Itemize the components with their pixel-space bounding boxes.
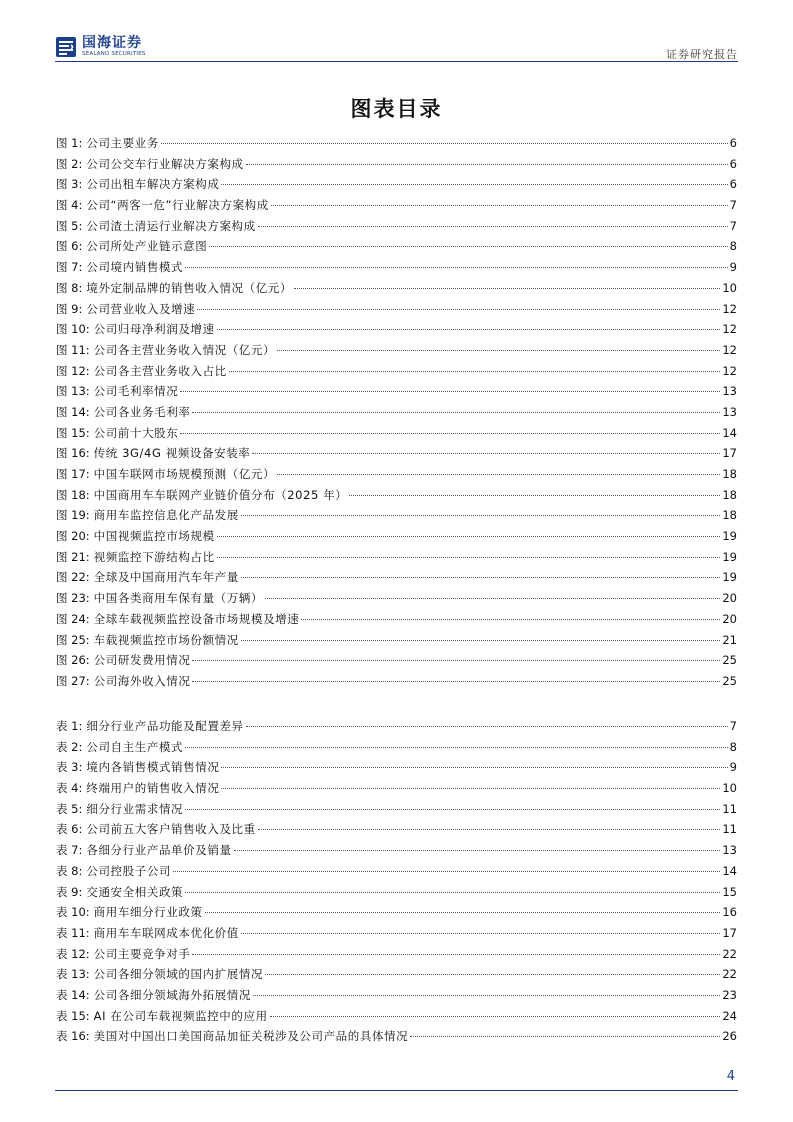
toc-entry-title: 公司主要业务	[86, 136, 159, 150]
figure-toc-entry[interactable]	[56, 340, 737, 361]
toc-entry-page: 8	[729, 239, 737, 254]
figure-toc-entry[interactable]	[56, 567, 737, 588]
toc-dot-leader	[197, 309, 720, 310]
toc-entry-label: 图 24:	[56, 611, 90, 626]
toc-entry-page: 6	[729, 136, 737, 150]
toc-entry-page: 19	[722, 549, 737, 564]
toc-dot-leader	[192, 412, 720, 413]
toc-entry-label: 表 15:	[56, 1008, 90, 1023]
table-toc-entry[interactable]	[56, 716, 737, 737]
toc-dot-leader	[301, 619, 720, 620]
toc-entry-title: 中国视频监控市场规模	[93, 529, 215, 544]
toc-entry-title: 公司各细分领域海外拓展情况	[93, 987, 251, 1002]
toc-entry-page: 24	[722, 1008, 737, 1023]
toc-entry-page: 18	[722, 487, 737, 502]
toc-dot-leader	[410, 1036, 720, 1037]
toc-entry-label: 图 11:	[56, 342, 90, 357]
toc-dot-leader	[270, 1016, 721, 1017]
toc-entry-label: 图 18:	[56, 487, 90, 502]
toc-dot-leader	[205, 912, 721, 913]
toc-entry-page: 10	[722, 781, 737, 796]
toc-entry-title: 中国商用车车联网产业链价值分布（2025 年）	[93, 487, 348, 502]
toc-dot-leader	[294, 288, 720, 289]
toc-entry-page: 21	[722, 632, 737, 647]
figure-toc-entry[interactable]	[56, 443, 737, 464]
toc-dot-leader	[173, 871, 720, 872]
table-toc-entry[interactable]	[56, 757, 737, 778]
table-toc-entry[interactable]	[56, 882, 737, 903]
toc-entry-title: 各细分行业产品单价及销量	[86, 843, 232, 858]
toc-entry-title: AI 在公司车载视频监控中的应用	[93, 1008, 268, 1023]
sealand-logo-icon	[55, 36, 77, 58]
toc-dot-leader	[217, 557, 721, 558]
figure-toc-entry[interactable]	[56, 505, 737, 526]
toc-entry-title: 公司各主营业务收入情况（亿元）	[93, 342, 276, 357]
toc-entry-label: 表 8:	[56, 863, 83, 878]
toc-entry-label: 图 12:	[56, 363, 90, 378]
table-toc-entry[interactable]	[56, 819, 737, 840]
figure-toc-entry[interactable]	[56, 547, 737, 568]
toc-entry-label: 表 12:	[56, 946, 90, 961]
toc-dot-leader	[258, 226, 728, 227]
toc-entry-page: 8	[729, 739, 737, 754]
toc-entry-label: 表 14:	[56, 987, 90, 1002]
table-toc-entry[interactable]	[56, 737, 737, 758]
figure-toc-entry[interactable]	[56, 174, 737, 195]
toc-dot-leader	[185, 747, 728, 748]
table-toc-entry[interactable]	[56, 861, 737, 882]
toc-entry-title: 中国各类商用车保有量（万辆）	[93, 591, 264, 606]
toc-entry-title: 境外定制品牌的销售收入情况（亿元）	[86, 280, 293, 295]
toc-dot-leader	[161, 143, 728, 144]
figure-toc-entry[interactable]	[56, 588, 737, 609]
toc-entry-page: 12	[722, 342, 737, 357]
toc-dot-leader	[221, 184, 727, 185]
toc-entry-page: 12	[722, 301, 737, 316]
toc-entry-title: 公司公交车行业解决方案构成	[86, 156, 244, 171]
toc-dot-leader	[271, 205, 728, 206]
toc-entry-label: 图 14:	[56, 404, 90, 419]
toc-entry-page: 25	[722, 653, 737, 668]
toc-dot-leader	[192, 660, 720, 661]
toc-entry-label: 表 13:	[56, 967, 90, 982]
toc-entry-title: 公司营业收入及增速	[86, 301, 196, 316]
toc-entry-label: 表 3:	[56, 760, 83, 775]
table-toc-entry[interactable]	[56, 1026, 737, 1047]
figure-toc-entry[interactable]	[56, 609, 737, 630]
toc-dot-leader	[246, 726, 728, 727]
toc-dot-leader	[349, 495, 720, 496]
toc-entry-title: 细分行业产品功能及配置差异	[86, 719, 244, 733]
toc-entry-title: 中国车联网市场规模预测（亿元）	[93, 467, 276, 481]
toc-entry-page: 13	[722, 384, 737, 399]
toc-entry-title: 公司所处产业链示意图	[86, 239, 208, 254]
toc-entry-label: 表 2:	[56, 739, 83, 754]
toc-entry-title: 公司渣土清运行业解决方案构成	[86, 218, 256, 233]
toc-dot-leader	[229, 371, 721, 372]
toc-entry-page: 18	[722, 467, 737, 481]
toc-dot-leader	[221, 788, 720, 789]
toc-dot-leader	[209, 246, 727, 247]
toc-entry-label: 图 4:	[56, 198, 83, 213]
toc-entry-page: 13	[722, 843, 737, 858]
toc-entry-title: 商用车细分行业政策	[93, 905, 203, 920]
toc-entry-page: 7	[729, 218, 737, 233]
toc-dot-leader	[217, 536, 721, 537]
toc-entry-page: 20	[722, 591, 737, 606]
toc-entry-label: 图 13:	[56, 384, 90, 399]
toc-entry-label: 图 1:	[56, 136, 83, 150]
toc-entry-label: 图 23:	[56, 591, 90, 606]
toc-entry-page: 26	[722, 1029, 737, 1044]
toc-dot-leader	[234, 850, 721, 851]
toc-entry-label: 表 5:	[56, 801, 83, 816]
toc-dot-leader	[258, 829, 721, 830]
figure-toc-entry[interactable]	[56, 402, 737, 423]
toc-entry-label: 表 7:	[56, 843, 83, 858]
toc-entry-page: 14	[722, 425, 737, 440]
toc-entry-label: 图 3:	[56, 177, 83, 192]
table-toc-entry[interactable]	[56, 778, 737, 799]
toc-entry-label: 图 6:	[56, 239, 83, 254]
toc-entry-title: 商用车监控信息化产品发展	[93, 508, 239, 523]
toc-entry-label: 图 15:	[56, 425, 90, 440]
toc-entry-label: 表 1:	[56, 719, 83, 733]
toc-entry-title: 公司“两客一危”行业解决方案构成	[86, 198, 269, 213]
toc-entry-page: 19	[722, 529, 737, 544]
figure-toc-entry[interactable]	[56, 319, 737, 340]
toc-entry-label: 图 8:	[56, 280, 83, 295]
figure-toc-entry[interactable]	[56, 630, 737, 651]
table-toc-entry[interactable]	[56, 944, 737, 965]
table-toc-entry[interactable]	[56, 923, 737, 944]
toc-entry-title: 车载视频监控市场份额情况	[93, 632, 239, 647]
toc-entry-title: 公司前五大客户销售收入及比重	[86, 822, 256, 837]
toc-entry-label: 图 9:	[56, 301, 83, 316]
toc-entry-page: 9	[729, 260, 737, 275]
table-toc-entry[interactable]	[56, 985, 737, 1006]
toc-dot-leader	[252, 453, 720, 454]
table-toc-entry[interactable]	[56, 1006, 737, 1027]
figure-toc-entry[interactable]	[56, 381, 737, 402]
toc-entry-page: 11	[722, 822, 737, 837]
toc-dot-leader	[185, 809, 720, 810]
toc-entry-page: 12	[722, 363, 737, 378]
figure-toc-entry[interactable]	[56, 216, 737, 237]
toc-entry-title: 全球车载视频监控设备市场规模及增速	[93, 611, 300, 626]
toc-entry-page: 6	[729, 177, 737, 192]
toc-dot-leader	[246, 164, 728, 165]
figure-index	[56, 133, 737, 692]
toc-dot-leader	[221, 767, 727, 768]
toc-entry-page: 15	[722, 884, 737, 899]
toc-dot-leader	[217, 329, 721, 330]
toc-entry-label: 图 25:	[56, 632, 90, 647]
toc-entry-title: 交通安全相关政策	[86, 884, 184, 899]
toc-entry-title: 公司毛利率情况	[93, 384, 179, 399]
toc-entry-title: 公司研发费用情况	[93, 653, 191, 668]
figure-toc-entry[interactable]	[56, 154, 737, 175]
toc-entry-title: 美国对中国出口美国商品加征关税涉及公司产品的具体情况	[93, 1029, 409, 1044]
toc-entry-title: 公司各细分领域的国内扩展情况	[93, 967, 264, 982]
toc-entry-title: 全球及中国商用汽车年产量	[93, 570, 239, 585]
brand-name-cn: 国海证券	[82, 35, 142, 51]
figure-toc-entry[interactable]	[56, 464, 737, 485]
toc-dot-leader	[265, 598, 720, 599]
toc-entry-title: 公司各业务毛利率	[93, 404, 191, 419]
toc-dot-leader	[192, 681, 720, 682]
table-index	[56, 716, 737, 1047]
table-toc-entry[interactable]	[56, 799, 737, 820]
toc-entry-page: 6	[729, 156, 737, 171]
toc-entry-title: 公司归母净利润及增速	[93, 322, 215, 337]
toc-entry-page: 11	[722, 801, 737, 816]
footer-divider	[55, 1090, 738, 1091]
toc-entry-label: 图 5:	[56, 218, 83, 233]
page-number: 4	[726, 1069, 735, 1084]
toc-dot-leader	[185, 267, 728, 268]
toc-entry-page: 23	[722, 987, 737, 1002]
toc-entry-title: 公司控股子公司	[86, 863, 172, 878]
toc-entry-title: 公司自主生产模式	[86, 739, 184, 754]
toc-entry-title: 公司各主营业务收入占比	[93, 363, 227, 378]
toc-entry-label: 表 9:	[56, 884, 83, 899]
toc-entry-label: 图 16:	[56, 446, 90, 461]
toc-dot-leader	[253, 995, 720, 996]
toc-entry-page: 22	[722, 967, 737, 982]
toc-dot-leader	[192, 954, 720, 955]
toc-entry-title: 境内各销售模式销售情况	[86, 760, 220, 775]
toc-entry-title: 终端用户的销售收入情况	[86, 781, 220, 796]
figure-toc-entry[interactable]	[56, 485, 737, 506]
figure-toc-entry[interactable]	[56, 650, 737, 671]
toc-entry-page: 18	[722, 508, 737, 523]
figure-toc-entry[interactable]	[56, 299, 737, 320]
toc-entry-label: 图 7:	[56, 260, 83, 275]
toc-entry-label: 表 11:	[56, 925, 90, 940]
table-toc-entry[interactable]	[56, 840, 737, 861]
figure-toc-entry[interactable]	[56, 526, 737, 547]
toc-entry-label: 表 16:	[56, 1029, 90, 1044]
page-header	[55, 35, 738, 63]
toc-entry-page: 7	[729, 719, 737, 733]
header-divider	[55, 61, 738, 62]
toc-entry-label: 图 26:	[56, 653, 90, 668]
toc-dot-leader	[180, 391, 720, 392]
toc-entry-title: 公司境内销售模式	[86, 260, 184, 275]
toc-dot-leader	[185, 892, 720, 893]
toc-entry-title: 商用车车联网成本优化价值	[93, 925, 239, 940]
toc-entry-page: 25	[722, 673, 737, 688]
toc-entry-label: 图 20:	[56, 529, 90, 544]
figure-toc-entry[interactable]	[56, 195, 737, 216]
toc-entry-title: 传统 3G/4G 视频设备安装率	[93, 446, 251, 461]
toc-entry-title: 视频监控下游结构占比	[93, 549, 215, 564]
toc-dot-leader	[180, 433, 720, 434]
page-title: 图表目录	[350, 96, 443, 121]
figure-toc-entry[interactable]	[56, 423, 737, 444]
toc-entry-page: 16	[722, 905, 737, 920]
toc-entry-label: 图 21:	[56, 549, 90, 564]
toc-dot-leader	[265, 974, 720, 975]
toc-entry-label: 表 4:	[56, 781, 83, 796]
toc-entry-label: 图 22:	[56, 570, 90, 585]
toc-entry-title: 公司出租车解决方案构成	[86, 177, 220, 192]
toc-entry-page: 14	[722, 863, 737, 878]
toc-entry-page: 9	[729, 760, 737, 775]
toc-entry-label: 图 10:	[56, 322, 90, 337]
toc-entry-page: 22	[722, 946, 737, 961]
toc-dot-leader	[277, 474, 720, 475]
toc-entry-page: 13	[722, 404, 737, 419]
toc-entry-label: 表 10:	[56, 905, 90, 920]
brand-logo	[55, 35, 146, 63]
report-type-label: 证券研究报告	[666, 48, 738, 61]
toc-entry-label: 图 17:	[56, 467, 90, 481]
figure-toc-entry[interactable]	[56, 257, 737, 278]
figure-toc-entry[interactable]	[56, 278, 737, 299]
toc-entry-label: 表 6:	[56, 822, 83, 837]
toc-dot-leader	[241, 933, 720, 934]
toc-entry-label: 图 2:	[56, 156, 83, 171]
toc-entry-page: 19	[722, 570, 737, 585]
toc-entry-page: 17	[722, 925, 737, 940]
figure-toc-entry[interactable]	[56, 236, 737, 257]
toc-entry-page: 12	[722, 322, 737, 337]
brand-name-en: SEALAND SECURITIES	[82, 51, 146, 57]
figure-toc-entry[interactable]	[56, 133, 737, 154]
toc-dot-leader	[241, 640, 720, 641]
toc-entry-title: 公司前十大股东	[93, 425, 179, 440]
toc-entry-page: 7	[729, 198, 737, 213]
table-toc-entry[interactable]	[56, 964, 737, 985]
toc-entry-page: 20	[722, 611, 737, 626]
toc-dot-leader	[241, 515, 720, 516]
toc-entry-title: 公司主要竞争对手	[93, 946, 191, 961]
toc-entry-title: 公司海外收入情况	[93, 673, 191, 688]
figure-toc-entry[interactable]	[56, 361, 737, 382]
toc-entry-label: 图 27:	[56, 673, 90, 688]
table-toc-entry[interactable]	[56, 902, 737, 923]
toc-dot-leader	[277, 350, 720, 351]
figure-toc-entry[interactable]	[56, 671, 737, 692]
toc-entry-label: 图 19:	[56, 508, 90, 523]
toc-entry-page: 10	[722, 280, 737, 295]
toc-entry-title: 细分行业需求情况	[86, 801, 184, 816]
toc-entry-page: 17	[722, 446, 737, 461]
toc-dot-leader	[241, 577, 720, 578]
